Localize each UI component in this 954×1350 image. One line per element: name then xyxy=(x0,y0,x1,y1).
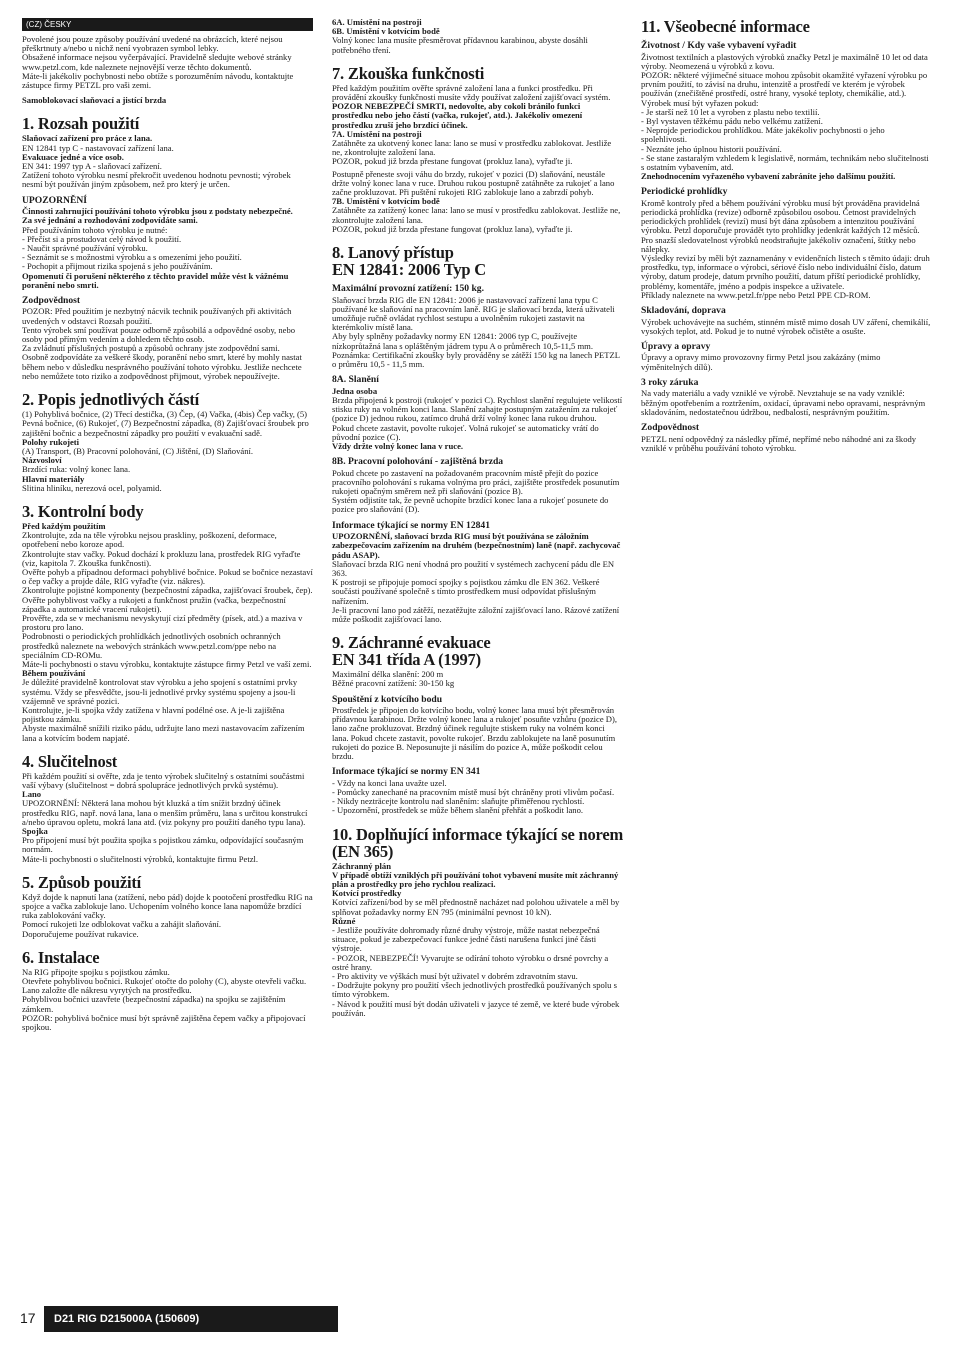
paragraph: Prostředek je připojen do kotvícího bodu, volný konec lana musí být přesměrován přídavnou karabinou. Držte volný konec lana a rukojeť posuňte vzhůru (pozice D), lano začne prokluzovat. Brzdný účinek regulujte stiskem ruky na volném konci lana. Pokud chcete zastavit, povolte rukojeť. Brzdu zablokujete na laně posunutím rukojeti do pozice B. Neposunujte ji násilím do pozice A, může poškodit celou brzdu. xyxy=(332,705,618,762)
paragraph: Pomocí rukojeti lze odblokovat vačku a zahájit slaňování. xyxy=(22,919,222,930)
paragraph: PETZL není odpovědný za následky přímé, nepřímé nebo náhodné ani za škody vzniklé v průběhu používání tohoto výrobku. xyxy=(641,433,917,453)
paragraph: Poznámka: Certifikační zkoušky byly prováděny se zátěží 150 kg na lanech PETZL o průměru 10,5 - 11,5 mm. xyxy=(332,349,620,369)
subheading: 8A. Slanění xyxy=(332,374,379,386)
paragraph: Kotvící zařízení/bod by se měl přednostně nacházet nad polohou uživatele a měl by splňovat požadavky normy EN 795 (minimální pevnost 10 kN). xyxy=(332,897,620,917)
paragraph: Před každým použitím xyxy=(22,520,106,531)
subheading: Životnost / Kdy vaše vybavení vyřadit xyxy=(641,40,797,51)
paragraph: Životnost textilních a plastových výrobků značky Petzl je maximálně 10 let od data výroby. Neomezená u výrobků z kovu. xyxy=(641,51,928,71)
paragraph: - Neznáte jeho úplnou historii používání. xyxy=(641,143,782,154)
section-heading: 10. Doplňující informace týkající se norem (EN 365) xyxy=(332,824,623,861)
paragraph: Systém odjistíte tak, že pevně uchopíte brzdící konec lana a rukojeť posunete do pozice pro slaňování (D). xyxy=(332,495,609,515)
paragraph: Kotvící prostředky xyxy=(332,888,402,899)
paragraph: EN 12841 typ C - nastavovací zařízení lana. xyxy=(22,142,174,153)
paragraph: Slaňovací zařízení pro práce z lana. xyxy=(22,133,153,144)
paragraph: POZOR: pohyblivá bočnice musí být správně zajištěna čepem vačky a připojovací spojkou. xyxy=(22,1012,306,1033)
paragraph: Slaňovací brzda RIG není vhodná pro použití v systémech zachycení pádu dle EN 363. xyxy=(332,558,615,578)
paragraph: - Dodržujte pokyny pro použití všech jednotlivých prostředků používaných spolu s tímto výrobkem. xyxy=(332,980,617,1000)
section-heading: 1. Rozsah použití xyxy=(22,114,140,134)
paragraph: Ověřte pohyblivost vačky a rukojeti a funkčnost pružin (vačka, bezpečnostní západka a automatické vracení rukojeti). xyxy=(22,594,286,614)
section-heading: 4. Slučitelnost xyxy=(22,751,118,771)
subheading: UPOZORNĚNÍ xyxy=(22,194,88,206)
paragraph: - Pomůcky zanechané na pracovním místě musí být chráněny proti vlivům počasí. xyxy=(332,786,615,797)
paragraph: Je-li pracovní lano pod zátěží, nezatěžujte záložní zajišťovací lano. Rázové zatížení může poškodit zajišťovací lano. xyxy=(332,604,620,624)
paragraph: Máte-li pochybnosti o stavu výrobku, kontaktujte zástupce firmy Petzl ve vaší zemi. xyxy=(22,658,312,669)
paragraph: Pokud chcete po zastavení na požadovaném pracovním místě přejít do pozice pracovního polohování s rukama volnýma pro práci, zajištěte prostředek posunutím rukojeti opačným směrem než při slaňování (pozice B). xyxy=(332,467,620,497)
page-number: 17 xyxy=(20,1310,36,1326)
paragraph: Názvosloví xyxy=(22,455,62,466)
paragraph: Polohy rukojeti xyxy=(22,436,80,447)
intro-paragraph: Máte-li jakékoliv pochybnosti nebo obtíže s porozuměním návodu, kontaktujte zástupce firmy PETZL pro vaši zemi. xyxy=(22,70,294,91)
paragraph: Když dojde k napnutí lana (zatížení, nebo pád) dojde k pootočení prostředku RIG na spojce a vačka zablokuje lano. Uchopením volného konce lana napomůže brzdící ruka zablokování vačky. xyxy=(22,891,313,921)
paragraph: - Seznámit se s možnostmi výrobku a s omezeními jeho použití. xyxy=(22,252,242,263)
subheading: Úpravy a opravy xyxy=(641,340,711,352)
paragraph: UPOZORNĚNÍ: Některá lana mohou být kluzká a tím snížit brzdný účinek prostředku RIG, např. nová lana, lana o menším průměru, lana s určitou konstrukcí a/nebo úpravou opletu, mokrá lana atd. (viz pokyny pro použití daného typu lana). xyxy=(22,798,308,827)
paragraph: Slitina hliníku, nerezová ocel, polyamid. xyxy=(22,482,162,493)
paragraph: Zkontrolujte pojistné komponenty (bezpečnostní západka, zajišťovací šroubek, čep). xyxy=(22,585,313,596)
paragraph: - POZOR, NEBEZPEČÍ! Vyvarujte se odírání tohoto výrobku o drsné povrchy a ostré hrany. xyxy=(332,952,609,972)
section-heading xyxy=(332,244,623,278)
subheading: Maximální provozní zatížení: 150 kg. xyxy=(332,283,484,295)
subheading: 8B. Pracovní polohování - zajištěná brzda xyxy=(332,456,504,468)
paragraph: Na vady materiálu a vady vzniklé ve výrobě. Nevztahuje se na vady vzniklé: běžným opotřebením a roztržením, oxidací, úpravami nebo opravami, nesprávným skladováním, nedostatečnou údržbou, nedbalostí, nesprávným použitím. xyxy=(641,388,926,417)
subheading: 3 roky záruka xyxy=(641,376,699,388)
paragraph: Při každém použití si ověřte, zda je tento výrobek slučitelný s ostatními součástmi vaší výbavy (slučitelnost = dobrá spolupráce jednotlivých prvků systému). xyxy=(22,770,305,790)
subheading: Informace týkající se normy EN 12841 xyxy=(332,519,491,531)
intro-paragraph: Obsažené informace nejsou vyčerpávající. Pravidelně sledujte webové stránky www.petzl.com, kde naleznete nejnovější verze těchto dokumentů. xyxy=(22,52,292,72)
document-reference: D21 RIG D215000A (150609) xyxy=(44,1306,338,1332)
paragraph: Záchranný plán xyxy=(332,860,391,871)
section-heading-line: 9. Záchranné evakuace xyxy=(332,633,491,653)
paragraph: Ověřte pohyb a případnou deformaci pohyblivé bočnice. Pokud se bočnice nezastaví o čep vačky a projde dále, RIG vyřaďte (viz. nákres). xyxy=(22,566,313,587)
paragraph: - Pochopit a přijmout rizika spojená s jeho používáním. xyxy=(22,261,213,272)
paragraph: Na RIG připojte spojku s pojistkou zámku. xyxy=(22,966,170,977)
paragraph: Za své jednání a rozhodování zodpovídáte sami. xyxy=(22,215,198,226)
paragraph: - Jestliže používáte dohromady různé druhy výstroje, může nastat nebezpečná situace, pokud je zabezpečovací funkce jedné části narušena funkcí jiné části výstroje. xyxy=(332,925,600,954)
paragraph: Před každým použitím ověřte správné založení lana a funkci prostředku. Při provádění zkoušky funkčnosti musíte vždy používat založení zajišťovací systém. xyxy=(332,82,611,103)
paragraph: UPOZORNĚNÍ, slaňovací brzda RIG musí být používána se záložním zabezpečovacím zařízením na druhém (bezpečnostním) laně (např. zachycovač pádu ASAP). xyxy=(332,531,621,560)
paragraph: Aby byly splněny požadavky normy EN 12841: 2006 typ C, používejte nízkoprůtažná lana s opláštěným jádrem typu A o průměrech 10,5-11,5 mm. xyxy=(332,331,594,351)
paragraph: Lano xyxy=(22,789,42,800)
column-3 xyxy=(641,18,932,1300)
paragraph: Činnosti zahrnující používání tohoto výrobku jsou z podstaty nebezpečné. xyxy=(22,206,293,217)
paragraph: EN 341: 1997 typ A - slaňovací zařízení. xyxy=(22,161,162,172)
paragraph: Opomenutí či porušení některého z těchto pravidel může vést k vážnému poranění nebo smrti. xyxy=(22,270,289,290)
section-heading-line: EN 12841: 2006 Typ C xyxy=(332,260,486,280)
paragraph: - Se stane zastaralým vzhledem k legislativě, normám, technikám nebo slučitelnosti s ostatním vybavením, atd. xyxy=(641,152,929,172)
paragraph: Výrobek uchovávejte na suchém, stinném místě mimo dosah UV záření, chemikálií, vysokých teplot, atd. Pokud je to nutné výrobek očistěte a osušte. xyxy=(641,316,931,336)
paragraph: Prověřte, zda se v mechanismu nevyskytují cizí předměty (písek, atd.) a maziva v prostoru pro lano. xyxy=(22,612,303,633)
paragraph: Pro snazší sledovatelnost výrobků neodstraňujte jakékoliv označení, štítky nebo nálepky. xyxy=(641,234,916,254)
paragraph: - Byl vystaven těžkému pádu nebo velkému zatížení. xyxy=(641,115,823,126)
section-heading: 11. Všeobecné informace xyxy=(641,18,810,36)
paragraph: 6A. Umístění na postroji xyxy=(332,18,422,27)
paragraph: - Je starší než 10 let a vyroben z plastu nebo textilií. xyxy=(641,106,820,117)
paragraph: Před používáním tohoto výrobku je nutné: xyxy=(22,224,168,235)
paragraph: POZOR NEBEZPEČÍ SMRTI, nedovolte, aby cokoli bránilo funkci prostředku nebo jeho částí (vačka, rukojeť, atd.). Jakékoliv omezení prostředku zruší jeho brzdící účinek. xyxy=(332,101,583,130)
page-footer xyxy=(20,1306,338,1332)
paragraph: Běžné pracovní zatížení: 30-150 kg xyxy=(332,678,455,689)
paragraph: Je důležité pravidelně kontrolovat stav výrobku a jeho spojení s ostatními prvky systému. Vždy se přesvědčte, jsou-li jednotlivé prvky systému spojeny a jsou-li vzájemně ve správné pozici. xyxy=(22,677,298,706)
intro-paragraph: Povolené jsou pouze způsoby používání uvedené na obrázcích, které nejsou přeškrtnuty a/nebo u nichž není vyobrazen symbol lebky. xyxy=(22,34,283,54)
paragraph: Volný konec lana musíte přesměrovat přídavnou karabinou, abyste dosáhli potřebného tření. xyxy=(332,35,588,55)
paragraph: - Nikdy nezträcejte kontrolu nad slaněním: slaňujte přiměřenou rychlostí. xyxy=(332,796,585,807)
section-heading-line: EN 341 třída A (1997) xyxy=(332,650,481,670)
paragraph: K postroji se připojuje pomocí spojky s pojistkou zámku dle EN 362. Veškeré součásti používané společně s tímto prostředkem musí odpovídat příslušným nařízením. xyxy=(332,577,600,606)
paragraph: Pro připojení musí být použita spojka s pojistkou zámku, odpovídající současným normám. xyxy=(22,835,304,855)
paragraph: Slaňovací brzda RIG dle EN 12841: 2006 je nastavovací zařízení lana typu C používané ke slaňování na pracovním laně. RIG je slaňovací brzda, která uživateli umožňuje ručně ovládat rychlost sestupu a uvolněním rukojeti zastavit na kterémkoliv místě lana. xyxy=(332,294,615,333)
paragraph: POZOR, pokud již brzda přestane fungovat (prokluz lana), vyřaďte ji. xyxy=(332,156,573,167)
paragraph: - Vždy na konci lana uvažte uzel. xyxy=(332,777,447,788)
paragraph: Osobně zodpovídáte za veškeré škody, poranění nebo smrt, které by mohly nastat během nebo v důsledku nesprávného používání tohoto výrobku. Jestliže nechcete nebo nemůžete toto riziko a zodpovědnost přijmout, výrobek nepoužívejte. xyxy=(22,352,302,381)
paragraph: - Návod k použití musí být dodán uživateli v jazyce té země, ve které bude výrobek používán. xyxy=(332,998,620,1018)
paragraph: Pokud chcete zastavit, povolte rukojeť. Volná rukojeť se automaticky vrátí do původní pozice (C). xyxy=(332,422,599,442)
paragraph: - Pro aktivity ve výškách musí být uživatel v dobrém zdravotním stavu. xyxy=(332,971,578,982)
section-heading: 7. Zkouška funkčnosti xyxy=(332,63,485,83)
subheading: Zodpovědnost xyxy=(22,294,81,306)
paragraph: Podrobnosti o periodických prohlídkách jednotlivých osobních ochranných prostředků naleznete na webových stránkách www.petzl.com/ppe nebo na speciálním CD-ROMu. xyxy=(22,631,281,660)
paragraph: Pohyblivou bočnici uzavřete (bezpečnostní západka) na spojku se zajištěním zámkem. xyxy=(22,994,286,1014)
paragraph: Maximální délka slanění: 200 m xyxy=(332,669,444,680)
paragraph: Postupně přeneste svoji váhu do brzdy, rukojeť v pozici (D) slaňování, neustále držte volný konec lana v ruce. Druhou rukou postupně zatáhněte za rukojeť a lano začne prokluzovat. Při puštění rukojeti RIG zablokuje lano a zabrzdí pohyb. xyxy=(332,168,615,198)
section-heading-line: 8. Lanový přístup xyxy=(332,243,454,263)
paragraph: - Přečíst si a prostudovat celý návod k použití. xyxy=(22,233,182,244)
paragraph: Za zvládnutí příslušných postupů a způsobů ochrany jste zodpovědní sami. xyxy=(22,343,280,354)
section-heading xyxy=(332,634,623,668)
paragraph: Hlavní materiály xyxy=(22,473,85,484)
paragraph: - Naučit správné používání výrobku. xyxy=(22,242,148,253)
paragraph: Brzdící ruka: volný konec lana. xyxy=(22,464,131,475)
paragraph: Během používání xyxy=(22,668,86,679)
paragraph: Vždy držte volný konec lana v ruce. xyxy=(332,440,464,451)
paragraph: - Upozornění, prostředek se může během slanění přehřát a poškodit lano. xyxy=(332,805,584,816)
paragraph: POZOR, pokud již brzda přestane fungovat (prokluz lana), vyřaďte ji. xyxy=(332,223,573,234)
paragraph: 6B. Umístění v kotvícím bodě xyxy=(332,26,440,37)
paragraph: Zatáhněte za zatížený konec lana: lano se musí v prostředku zablokovat. Jestliže ne, zkontrolujte založení lana. xyxy=(332,205,621,225)
product-title: Samoblokovací slaňovací a jistící brzda xyxy=(22,95,167,106)
subheading: Spouštění z kotvícího bodu xyxy=(332,693,443,705)
subheading: Zodpovědnost xyxy=(641,422,700,433)
section-heading: 3. Kontrolní body xyxy=(22,501,144,521)
section-heading: 6. Instalace xyxy=(22,947,100,967)
section-heading: 2. Popis jednotlivých částí xyxy=(22,390,200,410)
paragraph: Doporučujeme používat rukavice. xyxy=(22,928,139,939)
paragraph: Znehodnocením vyřazeného vybavení zabráníte jeho dalšímu použití. xyxy=(641,171,896,182)
subheading: Informace týkající se normy EN 341 xyxy=(332,766,481,778)
paragraph: POZOR: některé výjimečné situace mohou způsobit okamžité vyřazení výrobku po prvním použití, to závisí na druhu, intenzitě a prostředí ve kterém je výrobek používán (znečištěné prostředí, ostré hrany, vysoké teploty, chemikálie, atd.). xyxy=(641,69,928,99)
paragraph: Zatáhněte za ukotvený konec lana: lano se musí v prostředku zablokovat. Jestliže ne, zkontrolujte založení lana. xyxy=(332,138,612,158)
paragraph: Zatížení tohoto výrobku nesmí překročit uvedenou hodnotu pevnosti; výrobek nesmí být používán jiným způsobem, než pro který je určen. xyxy=(22,170,291,190)
subheading: Periodické prohlídky xyxy=(641,186,728,198)
paragraph: Zkontrolujte stav vačky. Pokud dochází k prokluzu lana, prostředek RIG vyřaďte (viz, kapitola 7. Zkouška funkčnosti). xyxy=(22,548,301,568)
paragraph: Evakuace jedné a více osob. xyxy=(22,151,124,162)
paragraph: Abyste maximálně snížili riziko pádu, udržujte lano mezi nastavovacím zařízením lana a kotvícím bodem napjaté. xyxy=(22,723,305,743)
paragraph: V případě obtíží vzniklých při používání tohot vybavení musíte mít záchranný plán a prostředky pro jeho rychlou realizaci. xyxy=(332,869,619,889)
paragraph: Tento výrobek smí používat pouze odborně způsobilá a odpovědné osoby, nebo osoby pod přímým vedením a dohledem těchto osob. xyxy=(22,324,296,345)
paragraph: Úpravy a opravy mimo provozovny firmy Petzl jsou zakázány (mimo výměnitelných dílů). xyxy=(641,352,881,372)
paragraph: Jedna osoba xyxy=(332,385,378,396)
paragraph: Kromě kontroly před a během používání výrobku musí být prováděna pravidelná periodická prohlídka (revize) odborně způsobilou osobou. Četnost pravidelných periodických prohlídek (revizí) musí být dána způsobem a intenzitou používání výrobku. Petzl doporučuje provádět tyto prohlídky jedenkrát každých 12 měsíců. xyxy=(641,197,920,236)
paragraph: (1) Pohyblivá bočnice, (2) Třecí destička, (3) Čep, (4) Vačka, (4bis) Čep vačky, (5) Pevná bočnice, (6) Rukojeť, (7) Bezpečnostní západka, (8) Zajišťovací šroubek pro zajištění bočnic a bezpečnostní západky pro použití v evakuační sadě. xyxy=(22,409,309,438)
section-heading: 5. Způsob použití xyxy=(22,872,142,892)
paragraph: Spojka xyxy=(22,826,48,837)
paragraph: Příklady naleznete na www.petzl.fr/ppe nebo Petzl PPE CD-ROM. xyxy=(641,289,871,300)
paragraph: Výsledky revizí by měli být zaznamenány v evidenčních listech s těmito údaji: druh prostředku, typ, informace o výrobci, sériové číslo nebo individuální číslo, datum výroby, datum prodeje, datum prvního použití, datum příští periodické prohlídky, problémy, komentáře, jméno a podpis inspekce a uživatele. xyxy=(641,253,930,291)
paragraph: Máte-li pochybnosti o slučitelnosti výrobků, kontaktujte firmu Petzl. xyxy=(22,853,259,864)
paragraph: (A) Transport, (B) Pracovní polohování, (C) Jištění, (D) Slaňování. xyxy=(22,445,254,456)
paragraph: Zkontrolujte, zda na těle výrobku nejsou praskliny, poškození, deformace, opotřebení nebo koroze apod. xyxy=(22,530,277,550)
column-2 xyxy=(332,18,623,1300)
paragraph: Výrobek musí být vyřazen pokud: xyxy=(641,97,759,108)
paragraph: - Neprojde periodickou prohlídkou. Máte jakékoliv pochybnosti o jeho spolehlivosti. xyxy=(641,125,885,145)
paragraph: Otevřete pohyblivou bočnici. Rukojeť otočte do polohy (C), abyste otevřeli vačku. Lano založte dle nákresu vyrytých na prostředku. xyxy=(22,976,307,996)
paragraph: POZOR: Před použitím je nezbytný nácvik technik používaných při aktivitách uvedených v odstavci Rozsah použití. xyxy=(22,306,292,326)
language-tag: (CZ) ČESKY xyxy=(22,18,313,31)
paragraph: 7A. Umístění na postroji xyxy=(332,128,422,139)
paragraph: 7B. Umístění v kotvícím bodě xyxy=(332,196,440,207)
column-1 xyxy=(22,18,313,1300)
paragraph: Různé xyxy=(332,915,356,926)
paragraph: Kontrolujte, je-li spojka vždy zatížena v hlavní podélné ose. A je-li zajištěna pojistkou zámku. xyxy=(22,704,285,725)
subheading: Skladování, doprava xyxy=(641,305,726,317)
paragraph: Brzda připojená k postroji (rukojeť v pozici C). Rychlost slanění regulujete velikostí stisku ruky na volném konci lana. Slanění zahajte postupným zatažením za rukojeť (pozice D) jednou rukou, zatímco druhá drží volný konec lana rukou druhou. xyxy=(332,394,623,424)
